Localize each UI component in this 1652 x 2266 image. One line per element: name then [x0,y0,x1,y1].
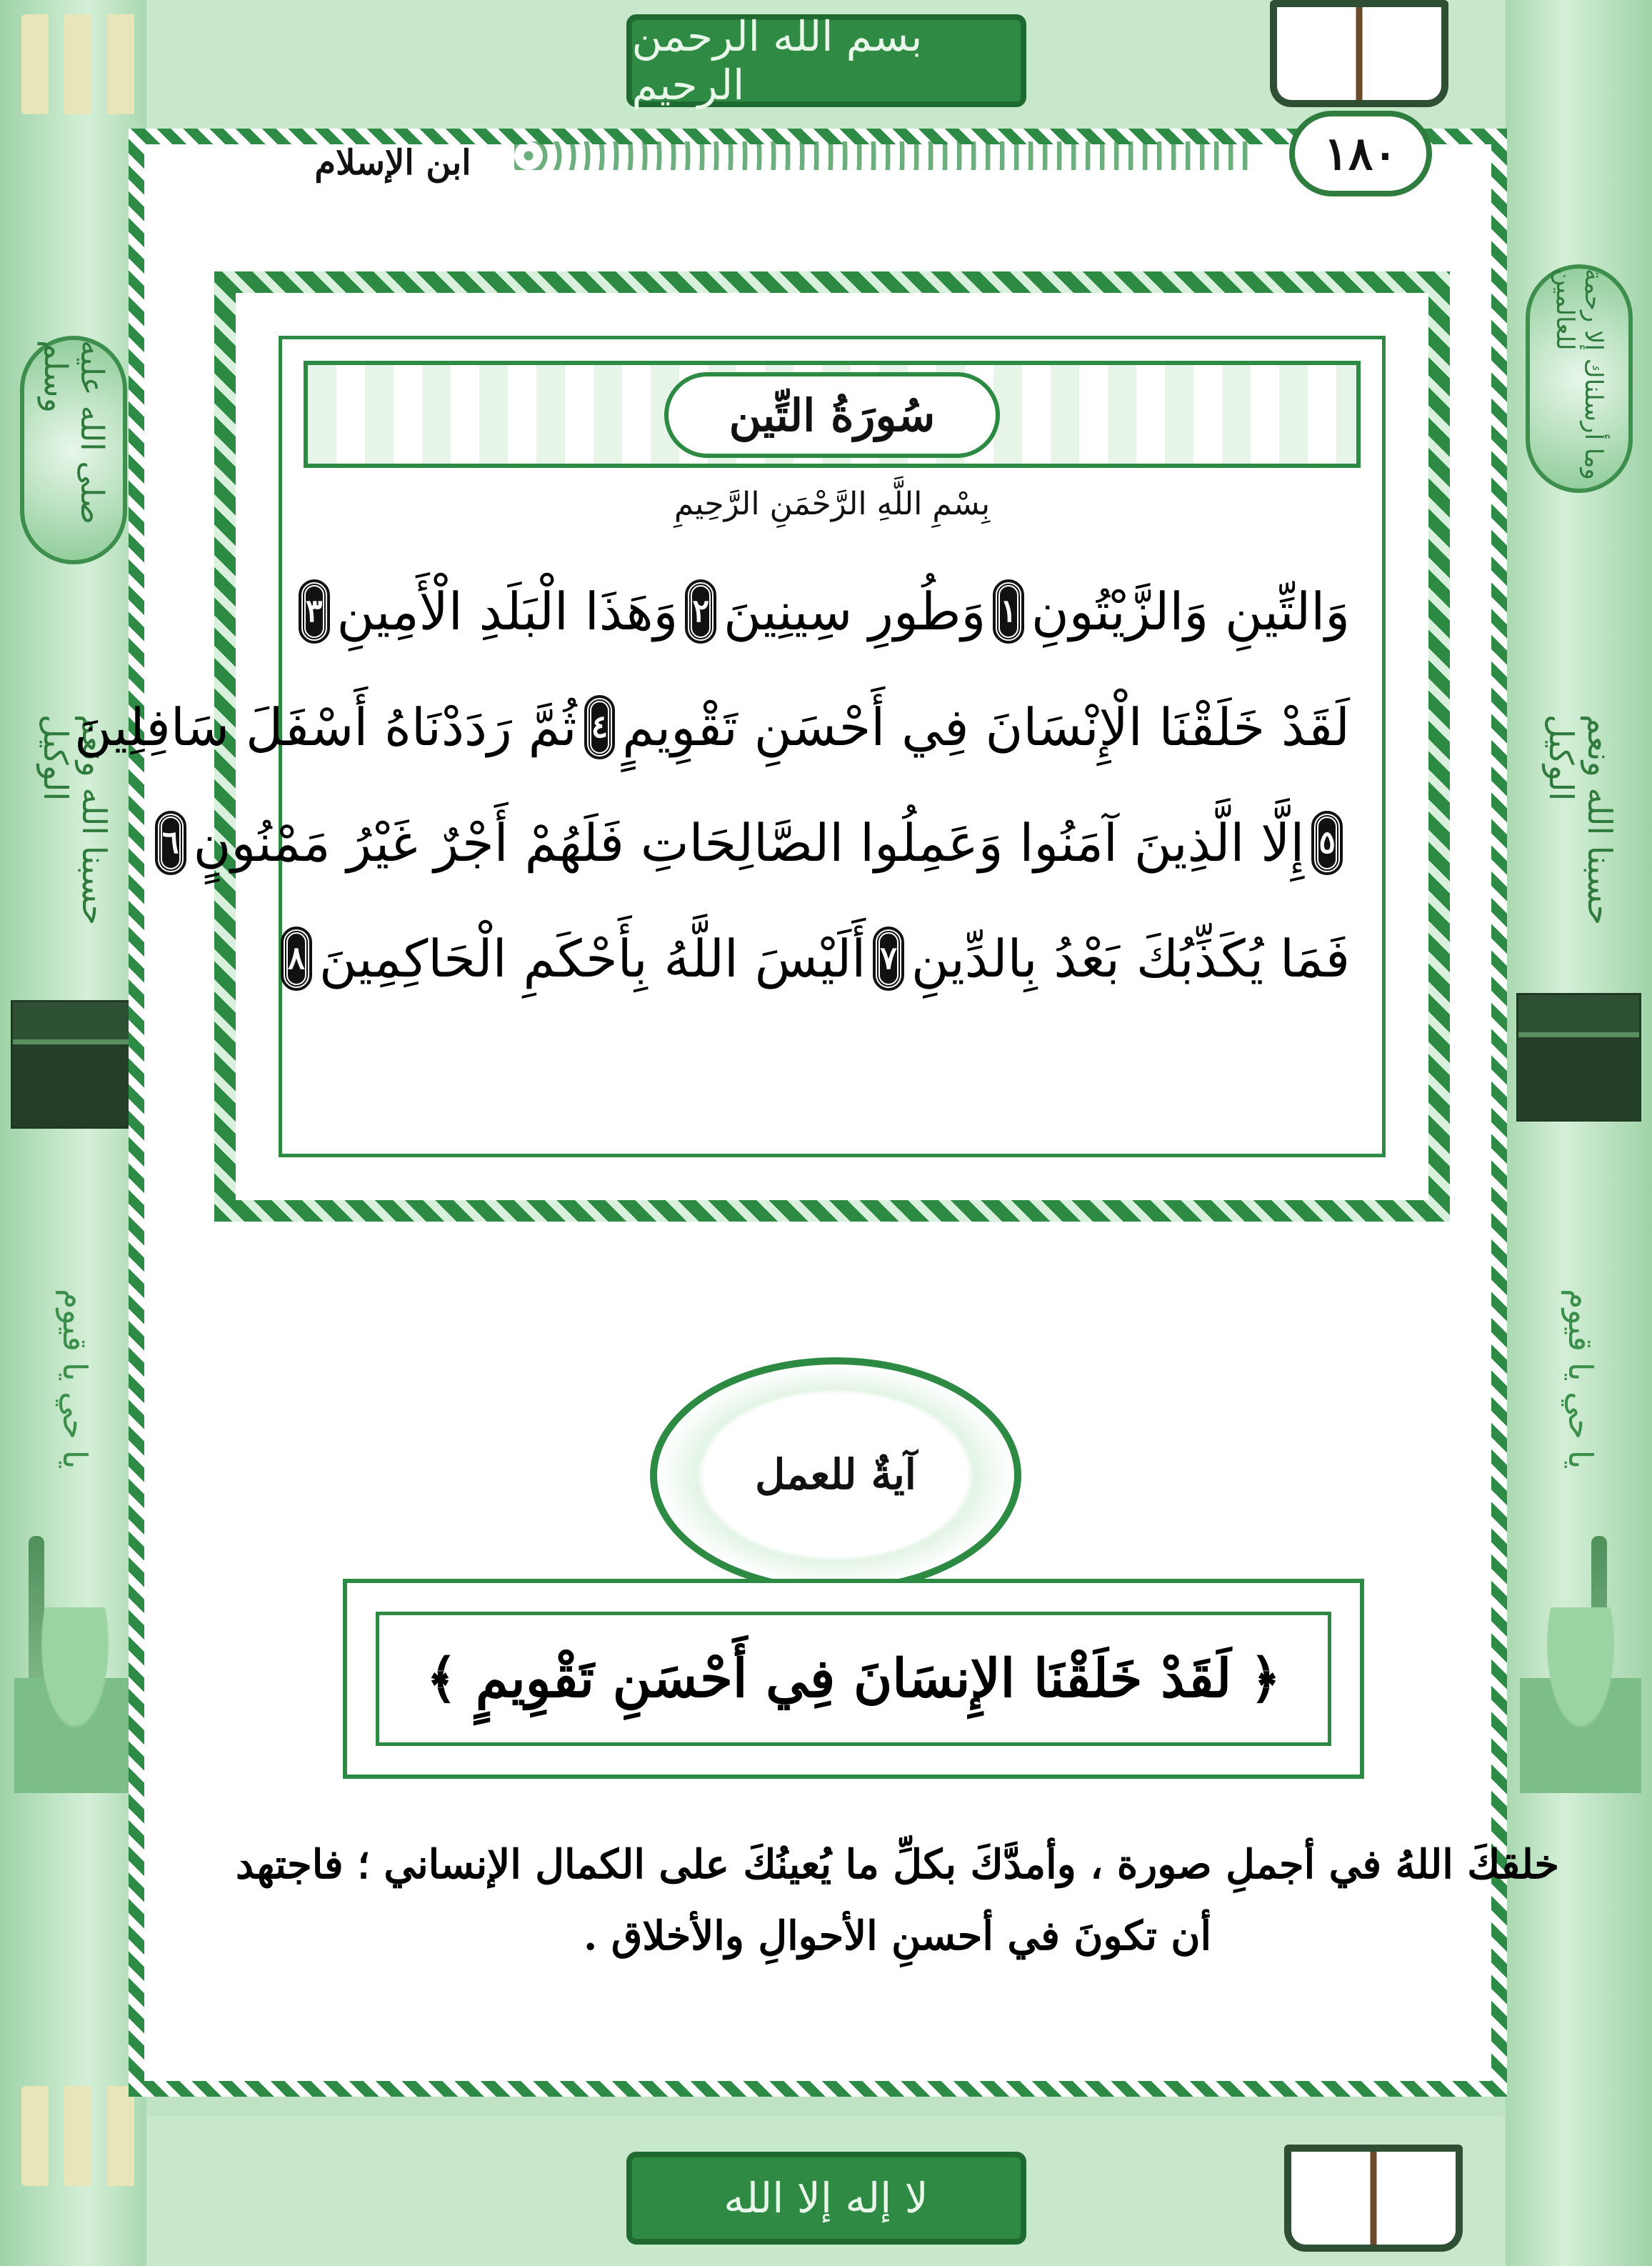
explanation-line-1: خلقكَ اللهُ في أجملِ صورة ، وأمدَّكَ بكلِّ ما يُعينُكَ على الكمال الإنساني ؛ فاجتهد [236,1841,1559,1888]
top-decorative-band [146,0,1506,136]
top-cartouche-text: بسم الله الرحمن الرحيم [631,12,923,109]
action-verse-medallion [650,1357,1021,1593]
page-number: ١٨٠ [1289,111,1432,196]
book-title: ابن الإسلام [314,143,471,183]
candles-image [21,14,143,114]
explanation-line-2: أن تكونَ في أحسنِ الأحوالِ والأخلاق . [583,1912,1212,1960]
surah-title: سُورَةُ التِّين [664,372,1000,458]
verse-text: لَقَدْ خَلَقْنَا الْإِنْسَانَ فِي أَحْسَنِ تَقْوِيمٍ [622,697,1350,757]
left-medallion-text: صلى الله عليه وسلم [37,340,110,525]
open-book-image [1270,0,1448,107]
verse-number: ٥ [1314,814,1340,872]
verse-number: ١ [996,582,1021,641]
verse-text: وَهَذَا الْبَلَدِ الْأَمِينِ [336,582,679,642]
right-calligraphy-medallion [1526,264,1633,493]
bottom-decorative-band [146,2116,1506,2266]
verse-text: ثُمَّ رَدَدْنَاهُ أَسْفَلَ سَافِلِينَ [74,697,577,757]
verse-line [161,785,1350,901]
verse-number: ٨ [284,929,309,988]
right-lower-calligraphy: يا حي يا قيوم [1561,1288,1600,1469]
action-verse-box [343,1579,1364,1779]
verse-number: ٧ [876,929,901,988]
verse-text: وَطُورِ سِينِينَ [723,582,986,642]
surah-title-bar [304,361,1361,468]
verse-number: ٣ [301,582,327,641]
kaaba-image [11,1000,136,1129]
bottom-cartouche-text: لا إله إلا الله [724,2174,928,2222]
right-medallion-text: وما أرسلناك إلا رحمة للعالمين [1551,269,1608,480]
right-calligraphy: حسبنا الله ونعم الوكيل [1542,714,1619,926]
left-calligraphy-medallion [20,336,127,564]
verse-text: أَلَيْسَ اللَّهُ بِأَحْكَمِ الْحَاكِمِينَ [319,929,866,989]
verse-text: إِلَّا الَّذِينَ آمَنُوا وَعَمِلُوا الصَّالِحَاتِ فَلَهُمْ أَجْرٌ غَيْرُ مَمْنُونٍ [193,813,1305,873]
action-verse: ﴿ لَقَدْ خَلَقْنَا الإِنسَانَ فِي أَحْسَنِ تَقْوِيمٍ ﴾ [376,1612,1331,1746]
bottom-shahada-cartouche [626,2152,1026,2245]
header-ornament [514,141,1257,170]
verse-number: ٤ [587,698,613,757]
candles-image [21,2086,143,2186]
top-basmala-cartouche [626,14,1026,107]
dome-image [1520,1607,1641,1793]
verse-line [74,669,1350,785]
basmala: بِسْمِ اللَّهِ الرَّحْمَنِ الرَّحِيمِ [674,486,991,522]
verse-text: فَمَا يُكَذِّبُكَ بَعْدُ بِالدِّينِ [911,929,1350,989]
verse-line [305,554,1350,669]
dome-image [14,1607,136,1793]
left-lower-calligraphy: يا حي يا قيوم [56,1288,94,1469]
open-book-image [1284,2145,1463,2252]
action-label: آيةٌ للعمل [755,1450,916,1499]
explanation-text [236,1829,1559,1972]
left-calligraphy: حسبنا الله ونعم الوكيل [36,714,114,926]
verse-text: وَالتِّينِ وَالزَّيْتُونِ [1031,582,1350,642]
verse-number: ٦ [158,814,184,872]
kaaba-image [1516,993,1641,1122]
left-decorative-border [0,0,146,2266]
verse-line [288,901,1350,1017]
verse-number: ٢ [688,582,714,641]
